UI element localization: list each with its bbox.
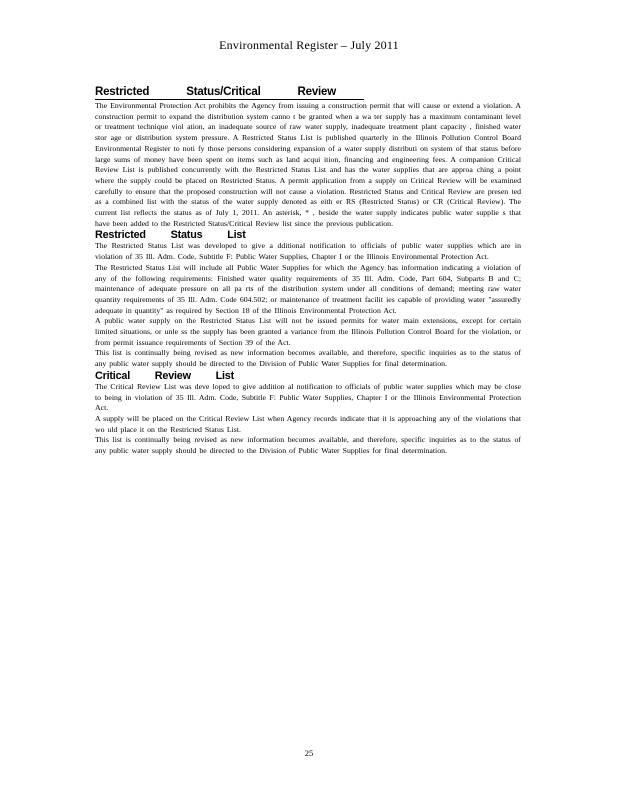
paragraph: This list is continually being revised as new information becomes available, and therefore, specific inquiries as to the status of any public water supply should be directed to the Division of Public Water Supplies for final determination. [95,348,521,369]
section-heading-restricted-status-critical-review: Restricted Status/Critical Review [95,86,364,100]
paragraph: The Environmental Protection Act prohibits the Agency from issuing a construction permit that will cause or extend a violation. A construction permit to expand the distribution system canno t be granted when a wa ter supply has a maximum contaminant level or treatment technique viol ation, an inadequate source of raw water supply, inadequate treatment plant capacity , finished water stor age or distribution system pressure. A Restricted Status List is published quarterly in the Illinois Pollution Control Board Environmental Register to noti fy those persons considering expansion of a water supply distributi on system of that status before large sums of money have been spent on items such as land acqui ition, financing and engineering fees. A companion Critical Review List is published concurrently with the Restricted Status List and has the water supplies that are approa ching a point where the supply could be placed on Restricted Status. A permit application from a supply on Critical Review will be examined carefully to ensure that the proposed construction will not cause a violation. Restricted Status and Critical Review are presen ted as a combined list with the status of the water supply denoted as eith er RS (Restricted Status) or CR (Critical Review). The current list reflects the status as of July 1, 2011. An asterisk, * , beside the water supply indicates public water supplie s that have been added to the Restricted Status/Critical Review list since the previous publication. [95,101,521,228]
document-body [95,82,521,457]
paragraph: The Critical Review List was deve loped to give addition al notification to officials of public water supplies which may be close to being in violation of 35 Ill. Adm. Code, Subtitle F: Public Water Supplies, Chapter I or the Illinois Environmental Protection Act. [95,381,521,413]
paragraph: The Restricted Status List will include all Public Water Supplies for which the Agency has information indicating a violation of any of the following requirements: Finished water quality requirements of 35 Ill. Adm. Code, Part 604, Subparts B and C; maintenance of adequate pressure on all pa rts of the distribution system under all conditions of demand; meeting raw water quantity requirements of 35 Ill. Adm. Code 604.502; or maintenance of treatment facilit ies capable of providing water "assuredly adequate in quantity" as required by Section 18 of the Illinois Environmental Protection Act. [95,262,521,315]
page-header: Environmental Register – July 2011 [219,38,399,52]
section-heading-restricted-status-list: Restricted Status List [95,229,246,242]
paragraph: A supply will be placed on the Critical Review List when Agency records indicate that it is approaching any of the violations that wo uld place it on the Restricted Status List. [95,413,521,434]
section-heading-critical-review-list: Critical Review List [95,369,235,382]
paragraph: This list is continually being revised as new information becomes available, and therefore, specific inquiries as to the status of any public water supply should be directed to the Division of Public Water Supplies for final determination. [95,435,521,456]
paragraph: The Restricted Status List was developed to give a dditional notification to officials of public water supplies which are in violation of 35 Ill. Adm. Code, Subtitle F: Public Water Supplies, Chapter I or the Illinois Environmental Protection Act. [95,241,521,262]
page-number: 25 [304,748,314,758]
paragraph: A public water supply on the Restricted Status List will not be issued permits for water main extensions, except for certain limited situations, or unle ss the supply has been granted a variance from the Illinois Pollution Control Board for the violation, or from permit issuance requirements of Section 39 of the Act. [95,316,521,347]
